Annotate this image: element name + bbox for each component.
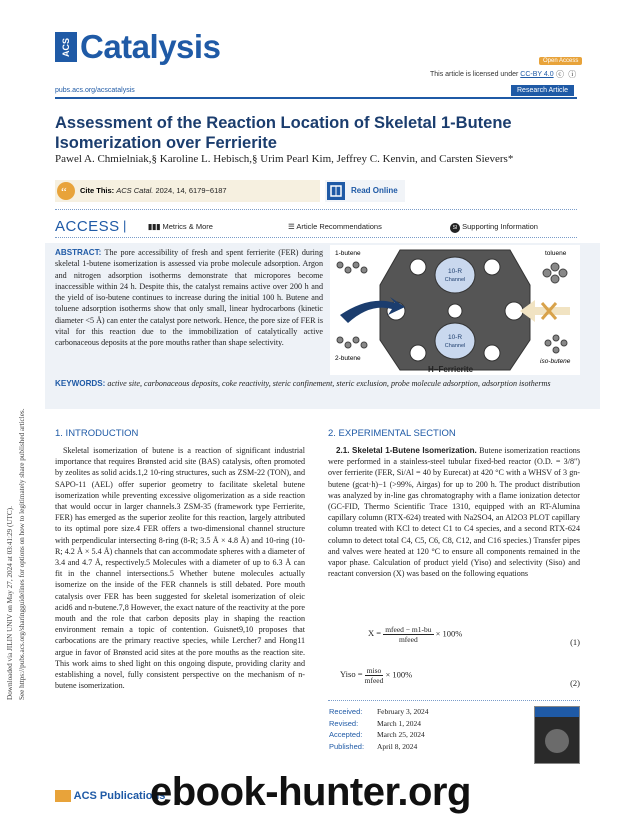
journal-url[interactable]: pubs.acs.org/acscatalysis (55, 87, 135, 94)
quote-icon (57, 182, 75, 200)
experimental-section (328, 428, 580, 579)
revised-value: March 1, 2024 (377, 718, 421, 728)
abstract-text: The pore accessibility of fresh and spent ferrierite (FER) during skeletal 1-butene isomerization is assessed via probe molecule adsorption. Argon and nitrogen adsorption isotherms demonstrate that micropores become inaccessible within 24 h. Despite this, the catalyst remains active over 200 h and the yield of iso-butene continues to increase during the initial 100 h. Butene and toluene adsorption isotherms show that only small, linear hydrocarbons (kinetic diameter <5 Å) can enter the catalyst pore network. Hence, the pore size of FER is vital for this reaction due to the immobilization of catalytically active carbonaceous deposits at the pore mouths rather than shape selectivity. (55, 248, 323, 348)
article-dates (329, 706, 428, 752)
publisher-name: ACS Publications (73, 790, 166, 802)
published-key: Published: (329, 741, 365, 751)
si-icon: SI (450, 223, 460, 233)
cite-journal: ACS Catal. (116, 186, 154, 195)
eq1-fraction (383, 625, 433, 644)
ebook-watermark: ebook-hunter.org (150, 770, 471, 814)
open-access-badge: Open Access (539, 57, 582, 65)
label-2-butene: 2-butene (335, 355, 361, 362)
revised-key: Revised: (329, 718, 359, 728)
abstract (55, 247, 323, 349)
license-prefix: This article is licensed under (430, 71, 519, 78)
introduction-heading: 1. INTRODUCTION (55, 428, 139, 439)
toc-graphic (330, 245, 580, 375)
keywords-label: KEYWORDS: (55, 379, 106, 388)
acs-logo-small: ACS (55, 32, 77, 62)
divider (55, 209, 577, 210)
cite-label: Cite This: (80, 186, 115, 195)
metrics-link[interactable] (148, 222, 213, 231)
cc-icon: ⓒ ⓘ (556, 70, 578, 79)
access-label: ACCESS (55, 218, 120, 235)
eq2-tail: × 100% (385, 669, 413, 680)
read-online-label[interactable]: Read Online (351, 186, 398, 195)
channel-bottom-label: 10-R (447, 334, 463, 341)
accepted-value: March 25, 2024 (377, 730, 425, 739)
equation-2 (330, 666, 580, 688)
publisher-logo[interactable] (55, 790, 165, 802)
eq1-denominator: mfeed (398, 635, 418, 644)
eq2-number: (2) (570, 678, 580, 688)
list-icon: ☰ (288, 222, 295, 231)
keywords-text: active site, carbonaceous deposits, coke reactivity, steric confinement, steric exclusion, probe molecule adsorption, adsorption isotherms (107, 379, 551, 388)
received-value: February 3, 2024 (377, 707, 429, 716)
journal-logo: Catalysis (80, 28, 221, 65)
eq2-denominator: mfeed (364, 676, 384, 685)
channel-bottom-label2: Channel (444, 343, 466, 349)
eq2-fraction (365, 666, 384, 685)
published-value: April 8, 2024 (377, 741, 418, 751)
recommendations-link[interactable] (288, 222, 382, 231)
equation-1 (330, 625, 580, 647)
license-link[interactable]: CC-BY 4.0 (520, 71, 554, 78)
experimental-text: Butene isomerization reactions were performed in a stainless-steel tubular fixed-bed reactor (O.D. = 3/8") over ferrierite (FER, Si/Al = 40 by Eurecat) at 420 °C with a WHSV of 3 gn-butene (gcat·h)−1 (>99%, Airgas) for up to 200 h. The product distribution was analyzed by in-line gas chromatography with a flame ionization detector (GC-FID, Thermo Scientific Trace 1310, equipped with an RT-Alumina capillary column (RTX-624) treated with Na2SO4, an Al2O3 PLOT capillary column treated with KCl to detect C1 to C4 species, and a second RTX-624 column to detect total C4, C5, C6, C8, C12, and C16 species.) Transfer pipes and valves were heated at 120 °C to ensure all components remained in the vapor phase. Calculation of product yield (Yiso) and selectivity (Siso) and reactant conversion (X) was based on the following equations (328, 446, 580, 579)
author-list: Pawel A. Chmielniak,§ Karoline L. Hebisch,§ Urim Pearl Kim, Jeffrey C. Kenvin, and Carsten Sievers* (55, 153, 514, 165)
book-icon (327, 182, 345, 200)
side-watermark (6, 230, 36, 700)
eq2-numerator: miso (365, 666, 384, 676)
side-watermark-line1: Downloaded via JILIN UNIV on May 27, 2024 at 03:41:29 (UTC). (6, 506, 14, 700)
eq1-numerator: mfeed − m1-bu (385, 625, 432, 634)
svg-text:“: “ (61, 184, 67, 199)
graphic-caption: H−Ferrierite (428, 365, 474, 374)
article-title: Assessment of the Reaction Location of Skeletal 1-Butene Isomerization over Ferrierite (55, 114, 512, 152)
eq1-tail: × 100% (435, 628, 463, 639)
metrics-label: Metrics & More (162, 222, 213, 231)
received-key: Received: (329, 707, 363, 716)
cite-ref: 2024, 14, 6179−6187 (155, 186, 227, 195)
access-separator: | (123, 218, 127, 233)
recommendations-label: Article Recommendations (296, 222, 382, 231)
keywords (55, 378, 570, 389)
eq1-number: (1) (570, 637, 580, 647)
license-line (430, 71, 554, 78)
bar-chart-icon: ▮▮▮ (148, 222, 161, 231)
article-type-badge: Research Article (511, 85, 574, 96)
supporting-label: Supporting Information (462, 222, 538, 231)
experimental-subheading: 2.1. Skeletal 1-Butene Isomerization. (336, 446, 477, 455)
experimental-heading: 2. EXPERIMENTAL SECTION (328, 428, 456, 439)
publisher-icon (55, 790, 71, 802)
experimental-paragraph (328, 445, 580, 579)
side-watermark-line2: See https://pubs.acs.org/sharingguidelines for options on how to legitimately share published articles. (18, 408, 26, 700)
eq1-lhs: X = (368, 628, 382, 639)
abstract-label: ABSTRACT: (55, 248, 102, 257)
header-divider (55, 97, 577, 99)
journal-cover-thumbnail[interactable] (534, 706, 580, 764)
label-iso-butene: iso-butene (540, 358, 571, 365)
divider (328, 700, 580, 701)
introduction-section (55, 428, 305, 691)
divider (55, 237, 577, 238)
channel-top-label2: Channel (444, 277, 466, 283)
channel-top-label: 10-R (447, 268, 463, 275)
cite-text (80, 186, 227, 195)
label-toluene: toluene (545, 250, 567, 257)
introduction-text: Skeletal isomerization of butene is a reaction of significant industrial importance that requires Brønsted acid site (BAS) catalysis, often promoted by zeolites as solid acids.1,2 10-ring structures, such as ZSM-22 (TON), and SAPO-11 (AEL) offer superior geometry to facilitate skeletal butene isomerization while preventing excessive oligomerization as a side reaction that would occur in larger channels.3 ZSM-35 (framework type Ferrierite, FER) has emerged as the superior zeolite for this reaction, largely attributed to its optimal pore size.4 FER offers a two-dimensional channel structure with perpendicular intersecting 8-ring (8-R; 3.5 Å × 4.8 Å) and 10-ring (10-R; 4.2 Å × 5.4 Å) channels that can accommodate spheres with a diameter of 3.4 and 4.7 Å, respectively.5 Molecules with a diameter of up to 6.3 Å can fit in the channel intersections.5 Whether butene molecules actually isomerize on the inside of the FER channels is still debated. Pore mouth catalysis over FER has been suggested for skeletal isomerization of oleic acid6 and n-butene.7,8 However, the exact nature of the reactivity at the pore mouth and the role that carbon deposits play in shaping the reaction environment remain a topic of contention. Guisnet9,10 proposes that carbocations are the primary reactive species, while Lercher7 and Hong11 argue in favor of Brønsted acid sites at the pore mouths as the reaction site. This work aims to shed light on this ongoing dispute, providing clarity and establishing a novel, fully consistent perspective on the mechanism of n-butene isomerization. (55, 446, 305, 691)
eq2-lhs: Yiso = (340, 669, 363, 680)
supporting-info-link[interactable] (450, 222, 538, 233)
accepted-key: Accepted: (329, 730, 363, 739)
label-1-butene: 1-butene (335, 250, 361, 257)
